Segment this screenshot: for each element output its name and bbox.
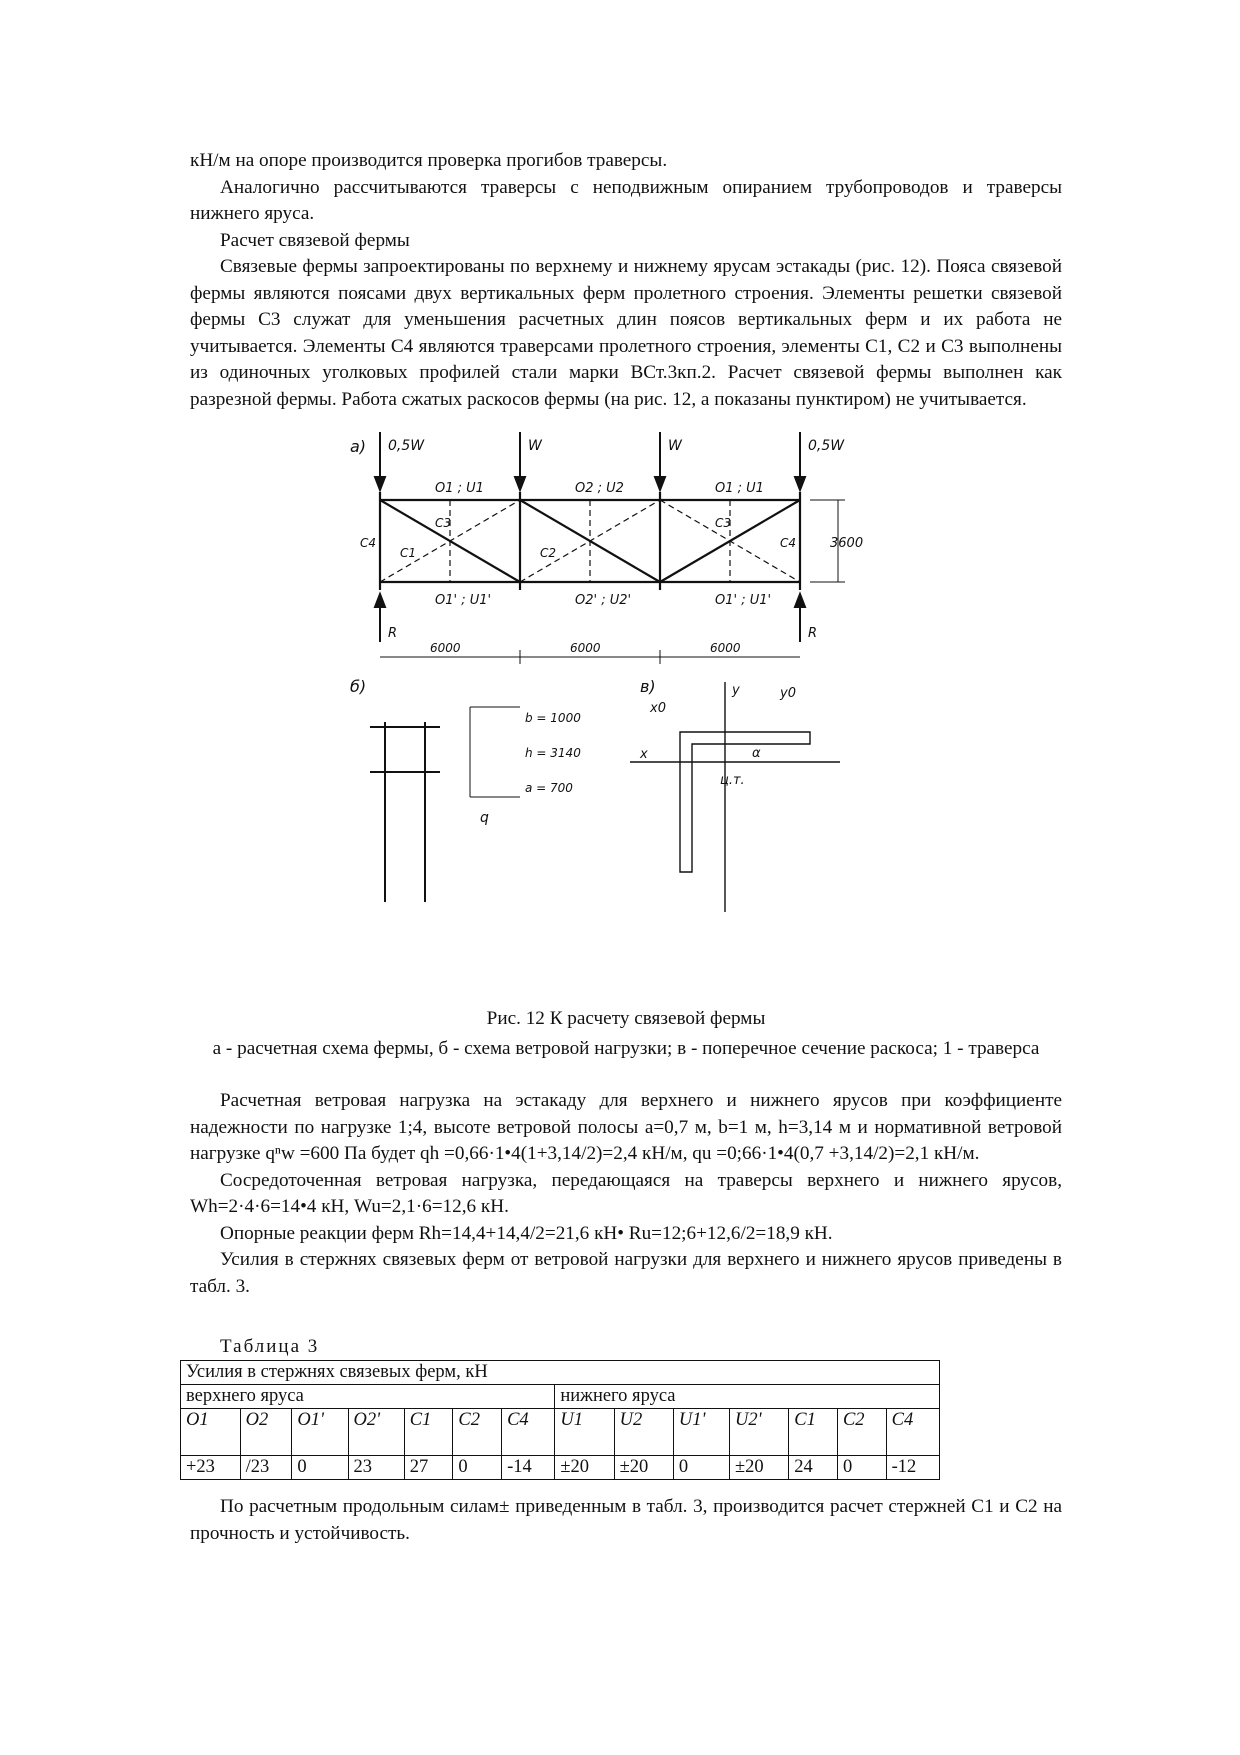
svg-text:6000: 6000 (570, 641, 601, 655)
svg-text:0,5W: 0,5W (388, 438, 425, 454)
svg-text:R: R (388, 626, 398, 641)
paragraph: Аналогично рассчитываются траверсы с неподвижным опиранием трубопроводов и траверсы нижнего яруса. (190, 176, 1062, 224)
table-col-header: C4 (502, 1409, 555, 1456)
table-col-header: O1' (292, 1409, 348, 1456)
svg-text:h = 3140: h = 3140 (525, 746, 581, 760)
table-col-row (181, 1409, 940, 1456)
svg-text:O2' ; U2': O2' ; U2' (575, 593, 632, 608)
svg-text:y0: y0 (780, 686, 796, 701)
forces-table (180, 1360, 940, 1480)
svg-text:W: W (668, 438, 682, 454)
table-cell: ±20 (730, 1456, 789, 1480)
table-cell: /23 (240, 1456, 292, 1480)
table-cell: 0 (673, 1456, 729, 1480)
table-cell: -12 (886, 1456, 939, 1480)
figure-caption: Рис. 12 К расчету связевой фермы (486, 1008, 766, 1029)
section-heading: Расчет связевой фермы (220, 229, 410, 251)
paragraph: кН/м на опоре производится проверка прогибов траверсы. (190, 150, 668, 171)
table-header: Усилия в стержнях связевых ферм, кН (181, 1361, 940, 1385)
svg-text:O1' ; U1': O1' ; U1' (435, 593, 492, 608)
table-col-header: U2' (730, 1409, 789, 1456)
paragraph: Сосредоточенная ветровая нагрузка, передающаяся на траверсы верхнего и нижнего ярусов, Wh=2·4·6=14•4 кН, Wu=2,1·6=12,6 кН. (190, 1169, 1062, 1217)
paragraph: Опорные реакции ферм Rh=14,4+14,4/2=21,6 кН• Ru=12;6+12,6/2=18,9 кН. (220, 1222, 833, 1244)
table-col-header: U2 (614, 1409, 673, 1456)
truss-diagram (340, 432, 940, 992)
table-cell: +23 (181, 1456, 241, 1480)
table-col-header: C2 (453, 1409, 502, 1456)
body-text-2 (190, 1088, 1062, 1300)
svg-text:y: y (732, 683, 740, 698)
svg-text:C4: C4 (780, 536, 797, 550)
table-cell: ±20 (614, 1456, 673, 1480)
table-col-header: C1 (404, 1409, 453, 1456)
table-col-header: U1' (673, 1409, 729, 1456)
svg-text:C3: C3 (435, 516, 452, 530)
svg-text:O1 ; U1: O1 ; U1 (715, 481, 764, 496)
svg-text:0,5W: 0,5W (808, 438, 845, 454)
table-cell: 0 (292, 1456, 348, 1480)
svg-text:б): б) (350, 677, 367, 696)
svg-text:O2 ; U2: O2 ; U2 (575, 481, 624, 496)
table-cell: 27 (404, 1456, 453, 1480)
svg-text:6000: 6000 (710, 641, 741, 655)
svg-text:α: α (752, 746, 761, 761)
svg-text:b = 1000: b = 1000 (525, 711, 581, 725)
paragraph: Связевые фермы запроектированы по верхнему и нижнему ярусам эстакады (рис. 12). Пояса связевой фермы являются поясами двух вертикальных ферм пролетного строения. Элементы решетки связевой фермы С3 служат для уменьшения расчетных длин поясов вертикальных ферм и их работа не учитывается. Элементы С4 являются траверсами пролетного строения, элементы С1, С2 и С3 выполнены из одиночных уголковых профилей стали марки ВСт.3кп.2. Расчет связевой фермы выполнен как разрезной фермы. Работа сжатых раскосов фермы (на рис. 12, а показаны пунктиром) не учитывается. (190, 256, 1062, 410)
table-col-header: C1 (789, 1409, 838, 1456)
table-group-lower: нижнего яруса (555, 1385, 940, 1409)
table-cell: 23 (348, 1456, 404, 1480)
table-cell: 24 (789, 1456, 838, 1480)
table-col-header: O1 (181, 1409, 241, 1456)
table-title: Таблица 3 (220, 1336, 320, 1357)
svg-text:R: R (808, 626, 818, 641)
table-cell: ±20 (555, 1456, 614, 1480)
table-cell: 0 (837, 1456, 886, 1480)
svg-text:x0: x0 (650, 701, 666, 716)
table-col-header: U1 (555, 1409, 614, 1456)
figure-legend: а - расчетная схема фермы, б - схема ветровой нагрузки; в - поперечное сечение раскоса; 1 - траверса (212, 1038, 1040, 1059)
table-col-header: C4 (886, 1409, 939, 1456)
svg-text:3600: 3600 (830, 536, 864, 551)
table-col-header: O2 (240, 1409, 292, 1456)
svg-text:W: W (528, 438, 542, 454)
svg-text:C1: C1 (400, 546, 417, 560)
svg-text:а): а) (350, 437, 367, 456)
svg-text:C3: C3 (715, 516, 732, 530)
table-group-upper: верхнего яруса (181, 1385, 555, 1409)
svg-text:C2: C2 (540, 546, 557, 560)
svg-text:q: q (480, 810, 489, 826)
svg-text:ц.т.: ц.т. (720, 773, 745, 788)
svg-text:x: x (640, 747, 648, 762)
svg-text:в): в) (640, 677, 656, 696)
svg-text:O1 ; U1: O1 ; U1 (435, 481, 484, 496)
paragraph: По расчетным продольным силам± приведенным в табл. 3, производится расчет стержней С1 и С2 на прочность и устойчивость. (190, 1496, 1062, 1544)
table-col-header: O2' (348, 1409, 404, 1456)
svg-text:a = 700: a = 700 (525, 781, 573, 795)
table-val-row (181, 1456, 940, 1480)
table-cell: 0 (453, 1456, 502, 1480)
body-text-3 (190, 1494, 1062, 1547)
body-text (190, 148, 1062, 413)
figure-12 (340, 432, 940, 992)
svg-text:6000: 6000 (430, 641, 461, 655)
svg-text:C4: C4 (360, 536, 377, 550)
table-cell: -14 (502, 1456, 555, 1480)
svg-text:O1' ; U1': O1' ; U1' (715, 593, 772, 608)
paragraph: Усилия в стержнях связевых ферм от ветровой нагрузки для верхнего и нижнего ярусов приведены в табл. 3. (190, 1249, 1062, 1297)
paragraph: Расчетная ветровая нагрузка на эстакаду для верхнего и нижнего ярусов при коэффициенте надежности по нагрузке 1;4, высоте ветровой полосы a=0,7 м, b=1 м, h=3,14 м и нормативной ветровой нагрузке qⁿw =600 Па будет qh =0,66·1•4(1+3,14/2)=2,4 кН/м, qu =0;66·1•4(0,7 +3,14/2)=2,1 кН/м. (190, 1090, 1062, 1164)
table-col-header: C2 (837, 1409, 886, 1456)
